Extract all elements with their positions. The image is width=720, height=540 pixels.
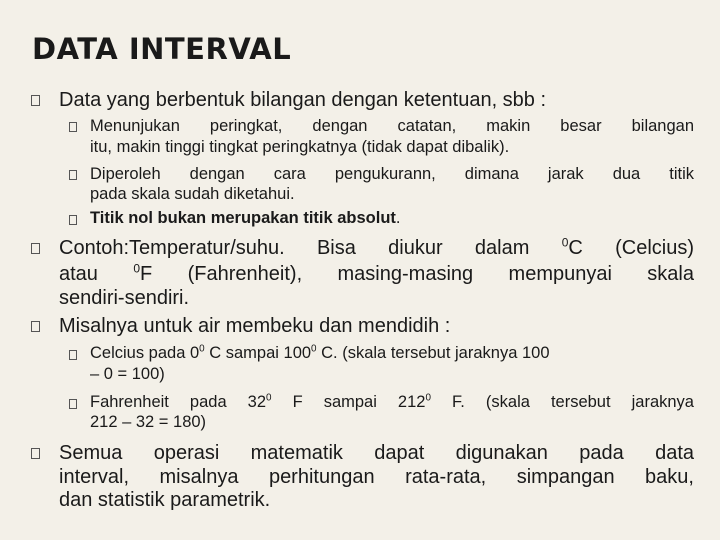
sub-bullet-1-1-line-1: Menunjukan peringkat, dengan catatan, makin besar bilangan bbox=[90, 117, 694, 135]
degree-sup: 0 bbox=[133, 261, 141, 276]
sub-bullet-3-2-line-1 bbox=[90, 393, 694, 412]
sub-3-2-b: F sampai 212 bbox=[271, 393, 426, 411]
degree-sup: 0 bbox=[425, 392, 431, 404]
bullet-2-line-2-a: atau bbox=[59, 263, 134, 285]
sub-3-2-a: Fahrenheit pada 32 bbox=[90, 393, 267, 411]
sub-bullet-1-3 bbox=[90, 209, 401, 228]
bullet-2-line-1-b: C (Celcius) bbox=[568, 237, 694, 259]
bullet-2-line-3: sendiri-sendiri. bbox=[59, 287, 190, 309]
bullet-2-line-1 bbox=[59, 237, 694, 260]
bullet-4-line-3: dan statistik parametrik. bbox=[59, 489, 271, 511]
degree-sup: 0 bbox=[266, 392, 272, 404]
sub-3-1-a: Celcius pada 0 bbox=[90, 344, 200, 362]
sub-bullet-box-icon bbox=[69, 122, 77, 132]
sub-3-1-b: C sampai 100 bbox=[204, 344, 312, 362]
sub-bullet-3-1-line-1 bbox=[90, 344, 694, 363]
sub-3-1-c: C. (skala tersebut jaraknya 100 bbox=[316, 344, 550, 362]
bullet-4-line-1: Semua operasi matematik dapat digunakan pada data bbox=[59, 442, 694, 464]
bullet-box-icon bbox=[31, 95, 40, 106]
sub-bullet-1-3-end: . bbox=[395, 209, 401, 227]
bullet-3-text: Misalnya untuk air membeku dan mendidih : bbox=[59, 315, 451, 337]
bullet-2-line-1-a: Contoh:Temperatur/suhu. Bisa diukur dalam bbox=[59, 237, 562, 259]
sub-bullet-box-icon bbox=[69, 170, 77, 180]
sub-3-2-c: F. (skala tersebut jaraknya bbox=[430, 393, 694, 411]
degree-sup: 0 bbox=[311, 343, 317, 355]
sub-bullet-3-1-line-2: – 0 = 100) bbox=[90, 365, 165, 383]
sub-bullet-1-2-line-2: pada skala sudah diketahui. bbox=[90, 185, 295, 203]
bullet-box-icon bbox=[31, 321, 40, 332]
sub-bullet-box-icon bbox=[69, 350, 77, 360]
bullet-box-icon bbox=[31, 448, 40, 459]
degree-sup: 0 bbox=[199, 343, 205, 355]
sub-bullet-box-icon bbox=[69, 399, 77, 409]
bullet-2-line-2 bbox=[59, 263, 694, 286]
sub-bullet-box-icon bbox=[69, 215, 77, 225]
sub-bullet-1-1-line-2: itu, makin tinggi tingkat peringkatnya (tidak dapat dibalik). bbox=[90, 138, 510, 156]
degree-sup: 0 bbox=[561, 235, 569, 250]
bullet-box-icon bbox=[31, 243, 40, 254]
bullet-4-line-2: interval, misalnya perhitungan rata-rata, simpangan baku, bbox=[59, 466, 694, 488]
slide-title: DATA INTERVAL bbox=[32, 32, 292, 66]
bullet-1-text: Data yang berbentuk bilangan dengan ketentuan, sbb : bbox=[59, 89, 547, 111]
sub-bullet-1-3-bold: Titik nol bukan merupakan titik absolut bbox=[90, 209, 396, 227]
bullet-2-line-2-b: F (Fahrenheit), masing-masing mempunyai skala bbox=[140, 263, 694, 285]
sub-bullet-3-2-line-2: 212 – 32 = 180) bbox=[90, 413, 207, 431]
sub-bullet-1-2-line-1: Diperoleh dengan cara pengukurann, dimana jarak dua titik bbox=[90, 165, 694, 183]
